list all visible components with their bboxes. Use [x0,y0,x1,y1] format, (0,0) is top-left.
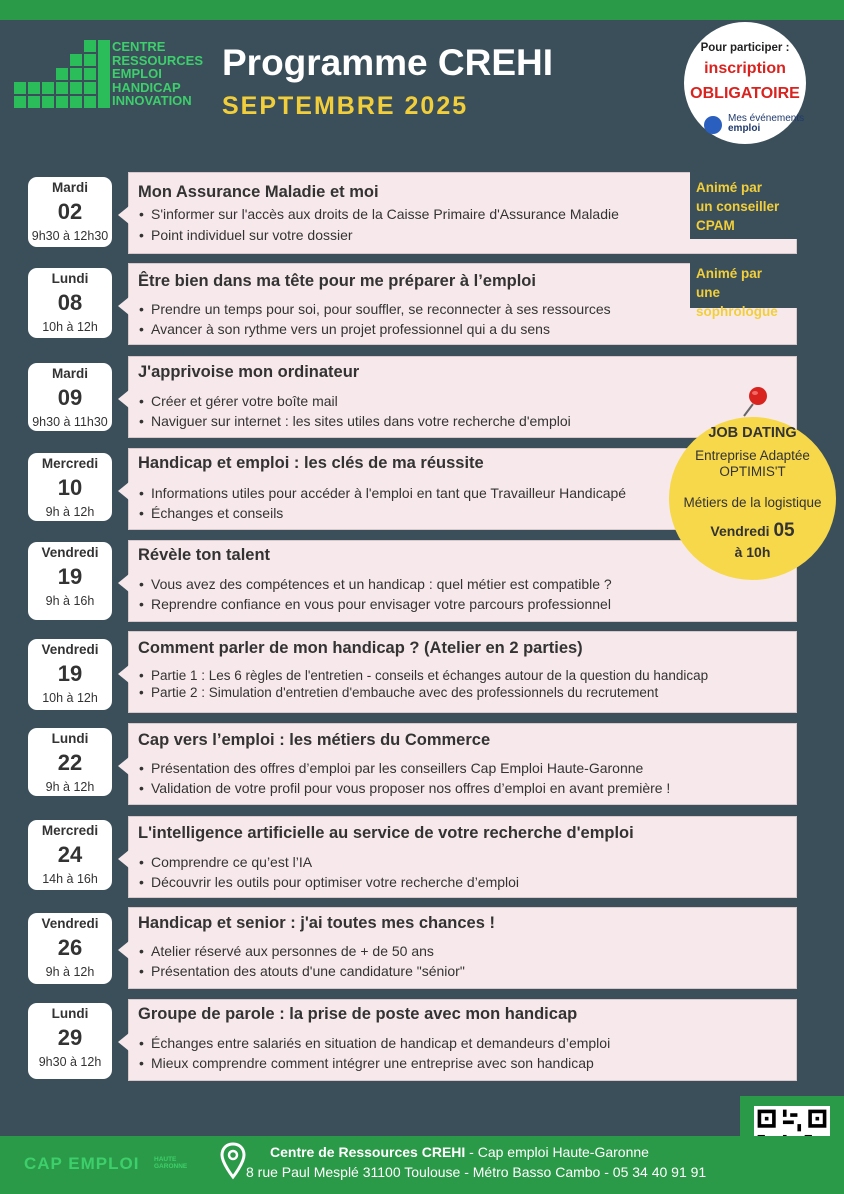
event-item: • Découvrir les outils pour optimiser votre recherche d’emploi [151,874,519,890]
mes-evenements-logo [728,114,804,134]
event-title: J'apprivoise mon ordinateur [138,363,360,381]
job-dating-badge [669,417,836,580]
event-item: • Informations utiles pour accéder à l'emploi en tant que Travailleur Handicapé [151,485,626,501]
mes-line2: emploi [728,123,761,134]
event-title: Handicap et senior : j'ai toutes mes chances ! [138,914,495,932]
job-dating-time: à 10h [734,544,771,560]
event-card [128,816,797,898]
event-date [28,268,112,338]
date-day: Lundi [51,1006,89,1021]
mes-line1: Mes événements [728,113,805,124]
inscription-line2: inscription [704,60,786,77]
date-day: Lundi [51,731,89,746]
mes-evenements-icon [704,116,722,134]
event-date [28,913,112,984]
date-day: Mardi [51,180,88,195]
date-num: 24 [57,842,83,867]
job-dating-date [669,520,836,542]
event-title: Mon Assurance Maladie et moi [138,183,379,201]
job-dating-company [669,448,836,480]
event-item: • Comprendre ce qu’est l’IA [151,854,312,870]
date-hours: 9h à 12h [45,505,95,519]
event-card [128,723,797,805]
event-title: Révèle ton talent [138,546,271,564]
inscription-line3: OBLIGATOIRE [690,85,800,102]
event-date [28,728,112,796]
job-dating-title: JOB DATING [708,425,797,441]
event-item: • Créer et gérer votre boîte mail [151,393,338,409]
event-card [128,907,797,989]
date-num: 09 [57,385,83,410]
event-date [28,1003,112,1079]
event-date [28,542,112,620]
animateur-note [690,172,798,239]
job-dating-company2: OPTIMIS'T [719,464,786,479]
date-hours: 14h à 16h [42,872,98,886]
event-item: • S'informer sur l'accès aux droits de la Caisse Primaire d'Assurance Maladie [151,206,619,222]
event-title: Comment parler de mon handicap ? (Atelier en 2 parties) [138,639,583,657]
event-title: Être bien dans ma tête pour me préparer à l’emploi [138,272,536,290]
date-hours: 10h à 12h [42,691,98,705]
center-rest: - Cap emploi Haute-Garonne [465,1144,649,1160]
job-dating-day: Vendredi [710,523,770,539]
top-bar [0,0,844,20]
event-title: Handicap et emploi : les clés de ma réussite [138,454,484,472]
animateur-note [690,258,798,319]
event-item: • Échanges entre salariés en situation de handicap et demandeurs d’emploi [151,1035,610,1051]
job-dating-num: 05 [773,520,795,541]
date-day: Vendredi [41,545,99,560]
animateur-line1: Animé par [696,180,763,195]
event-item: • Point individuel sur votre dossier [151,227,353,243]
logo-line: CENTRE [112,39,166,54]
center-name: Centre de Ressources CREHI [270,1144,466,1160]
event-item: • Partie 2 : Simulation d'entretien d'embauche avec des professionnels du recrutement [151,685,658,700]
logo-line: RESSOURCES [112,52,204,68]
date-hours: 10h à 12h [42,320,98,334]
logo-line: INNOVATION [112,93,192,108]
date-day: Vendredi [41,916,99,931]
date-hours: 9h à 12h [45,780,95,794]
event-date [28,363,112,431]
event-item: • Validation de votre profil pour vous proposer nos offres d’emploi en avant première ! [151,780,670,796]
animateur-line1: Animé par [696,266,763,281]
event-item: • Échanges et conseils [151,505,283,521]
event-title: Groupe de parole : la prise de poste avec mon handicap [138,1005,578,1023]
date-num: 08 [57,290,83,315]
date-num: 02 [57,199,83,224]
pushpin-icon [738,384,770,420]
region-line1: HAUTE [154,1156,177,1163]
date-num: 19 [57,661,83,686]
date-hours: 9h30 à 12h [38,1055,102,1069]
date-num: 22 [57,750,83,775]
date-day: Mercredi [41,456,99,471]
event-card [128,999,797,1081]
event-item: • Partie 1 : Les 6 règles de l'entretien - conseils et échanges autour de la question du handicap [151,668,708,683]
cap-emploi-logo: CAP EMPLOI [24,1154,140,1173]
event-item: • Prendre un temps pour soi, pour souffler, se reconnecter à ses ressources [151,301,611,317]
date-num: 10 [57,475,83,500]
logo-line: EMPLOI [112,66,162,81]
event-item: • Présentation des atouts d'une candidature "sénior" [151,963,465,979]
event-date [28,639,112,710]
date-hours: 9h30 à 12h30 [31,229,109,243]
event-date [28,177,112,247]
region-line2: GARONNE [154,1163,188,1170]
date-num: 29 [57,1025,83,1050]
page-title: Programme CREHI [222,42,554,83]
animateur-line2: une sophrologue [696,285,778,319]
date-day: Lundi [51,271,89,286]
date-hours: 9h30 à 11h30 [32,415,108,429]
event-title: L'intelligence artificielle au service de votre recherche d'emploi [138,824,634,842]
date-num: 19 [57,564,83,589]
date-day: Mardi [51,366,88,381]
job-dating-company1: Entreprise Adaptée [695,448,810,463]
event-item: • Atelier réservé aux personnes de + de 50 ans [151,943,434,959]
page-subtitle: SEPTEMBRE 2025 [222,92,469,120]
location-pin-icon [220,1142,246,1180]
job-dating-sector: Métiers de la logistique [683,495,822,510]
event-item: • Vous avez des compétences et un handicap : quel métier est compatible ? [151,576,612,592]
event-item: • Avancer à son rythme vers un projet professionnel qui a du sens [151,321,550,337]
cap-emploi-region [154,1156,187,1170]
event-date [28,820,112,890]
date-day: Mercredi [41,823,99,838]
event-item: • Reprendre confiance en vous pour envisager votre parcours professionnel [151,596,611,612]
event-item: • Naviguer sur internet : les sites utiles dans votre recherche d'emploi [151,413,571,429]
date-hours: 9h à 12h [45,965,95,979]
animateur-line2: un conseiller CPAM [696,199,780,233]
event-card [128,631,797,713]
date-day: Vendredi [41,642,99,657]
event-item: • Mieux comprendre comment intégrer une entreprise avec son handicap [151,1055,594,1071]
event-item: • Présentation des offres d’emploi par les conseillers Cap Emploi Haute-Garonne [151,760,643,776]
footer-address: 8 rue Paul Mesplé 31100 Toulouse - Métro Basso Cambo - 05 34 40 91 91 [246,1164,707,1180]
logo-line: HANDICAP [112,79,181,95]
event-title: Cap vers l’emploi : les métiers du Commerce [138,731,491,749]
footer-center-name [270,1144,649,1160]
event-date [28,453,112,521]
date-num: 26 [57,935,83,960]
inscription-badge[interactable] [684,22,806,144]
logo-text [112,40,203,108]
inscription-line1: Pour participer : [700,42,790,54]
date-hours: 9h à 16h [45,594,95,608]
